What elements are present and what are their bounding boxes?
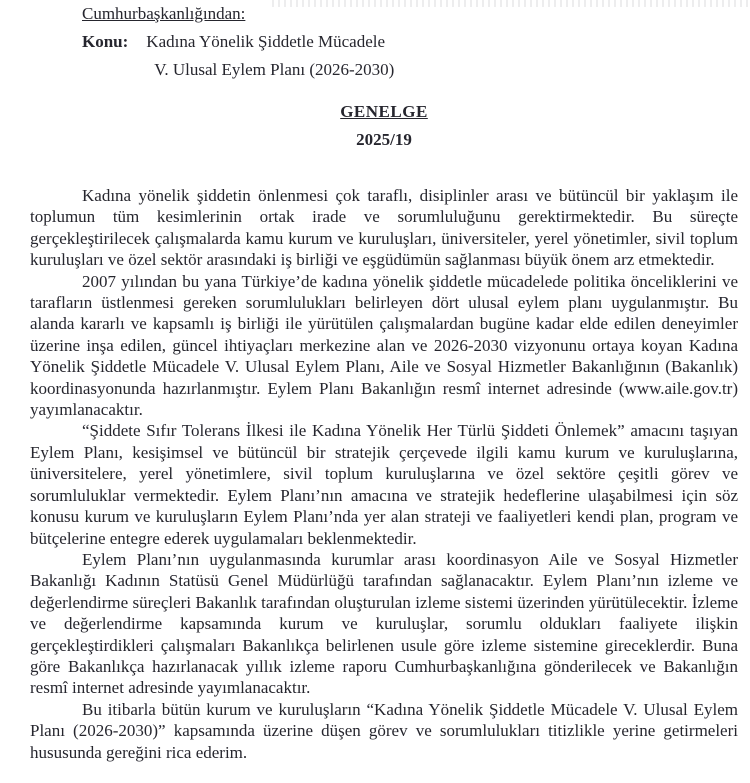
document-body	[30, 185, 738, 763]
subject-value	[146, 28, 394, 84]
document-title: GENELGE	[340, 102, 428, 121]
issuer-heading: Cumhurbaşkanlığından:	[82, 4, 246, 23]
document-header	[30, 0, 738, 84]
subject-label: Konu:	[82, 32, 129, 51]
body-paragraph-1: Kadına yönelik şiddetin önlenmesi çok taraflı, disiplinler arası ve bütüncül bir yaklaşım ile toplumun tüm kesimlerinin ortak irade ve sorumluluğunu gerektirmektedir. Bu süreçte gerçekleştirilecek çalışmalarda kamu kurum ve kuruluşları, üniversiteler, yerel yönetimler, sivil toplum kuruluşları ve özel sektör arasındaki iş birliği ve eşgüdümün sağlanması büyük önem arz etmektedir.	[30, 186, 738, 270]
body-paragraph-2: 2007 yılından bu yana Türkiye’de kadına yönelik şiddetle mücadelede politika önceliklerini ve tarafların üstlenmesi gereken sorumlulukları belirleyen dört ulusal eylem planı uygulanmıştır. Bu alanda kararlı ve kapsamlı iş birliği ile yürütülen çalışmalardan bugüne kadar elde edilen deneyimler üzerine inşa edilen, güncel ihtiyaçları merkezine alan ve 2026-2030 vizyonunu ortaya koyan Kadına Yönelik Şiddetle Mücadele V. Ulusal Eylem Planı, Aile ve Sosyal Hizmetler Bakanlığının (Bakanlık) koordinasyonunda hazırlanmıştır. Eylem Planı Bakanlığın resmî internet adresinde (www.aile.gov.tr) yayımlanacaktır.	[30, 271, 738, 420]
title-block	[30, 98, 738, 154]
document-content	[30, 0, 738, 763]
subject-line-1: Kadına Yönelik Şiddetle Mücadele	[146, 32, 386, 51]
document-number: 2025/19	[356, 130, 412, 149]
subject-line-2: V. Ulusal Eylem Planı (2026-2030)	[154, 60, 395, 79]
body-paragraph-4: Eylem Planı’nın uygulanmasında kurumlar arası koordinasyon Aile ve Sosyal Hizmetler Bakanlığı Kadının Statüsü Genel Müdürlüğü tarafından sağlanacaktır. Eylem Planı’nın izleme ve değerlendirme süreçleri Bakanlık tarafından oluşturulan izleme sistemi üzerinden yürütülecektir. İzleme ve değerlendirme kapsamında kurum ve kuruluşlar, sorumlu oldukları faaliyete ilişkin gerçekleştirdikleri çalışmaları Bakanlıkça belirlenen usule göre izleme sistemine gireceklerdir. Buna göre Bakanlıkça hazırlanacak yıllık izleme raporu Cumhurbaşkanlığına gönderilecek ve Bakanlığın resmî internet adresinde yayımlanacaktır.	[30, 549, 738, 698]
body-paragraph-3: “Şiddete Sıfır Tolerans İlkesi ile Kadına Yönelik Her Türlü Şiddeti Önlemek” amacını taşıyan Eylem Planı, kesişimsel ve bütüncül bir stratejik çerçevede ilgili kamu kurum ve kuruluşlarına, üniversitelere, yerel yönetimlere, sivil toplum kuruluşlarına ve özel sektöre çeşitli görev ve sorumluluklar vermektedir. Eylem Planı’nın amacına ve stratejik hedeflerine ulaşabilmesi için söz konusu kurum ve kuruluşların Eylem Planı’nda yer alan strateji ve faaliyetleri kendi plan, program ve bütçelerine entegre ederek uygulamaları beklenmektedir.	[30, 421, 738, 548]
body-paragraph-5: Bu itibarla bütün kurum ve kuruluşların “Kadına Yönelik Şiddetle Mücadele V. Ulusal Eylem Planı (2026-2030)” kapsamında üzerine düşen görev ve sorumlulukları titizlikle yerine getirmeleri hususunda gereğini rica ederim.	[30, 699, 738, 762]
subject-block	[82, 28, 738, 84]
